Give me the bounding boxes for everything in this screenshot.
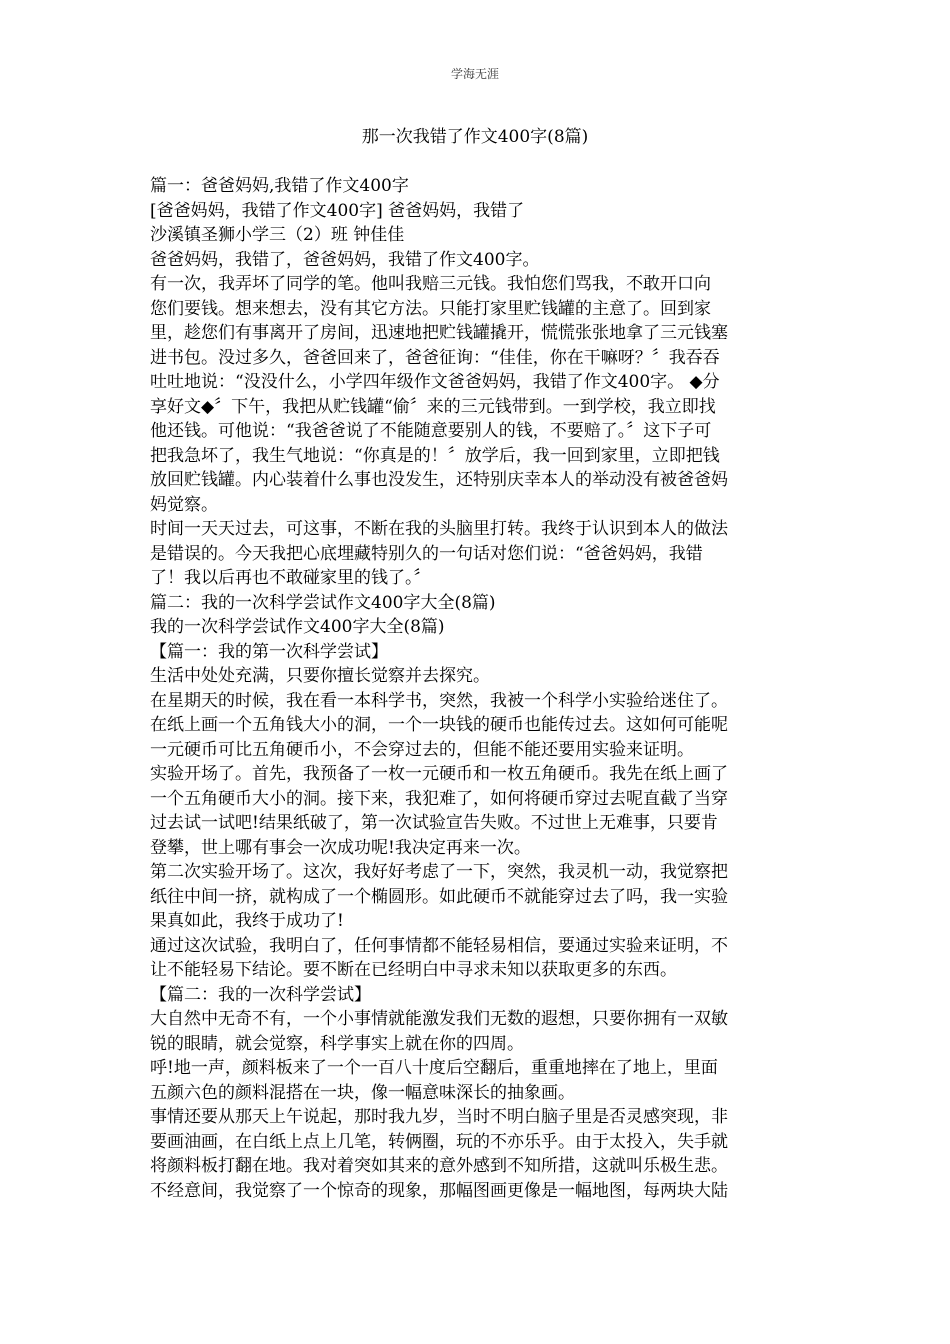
text-line: 妈觉察。	[150, 494, 218, 515]
text-line: 锐的眼睛，就会觉察，科学事实上就在你的四周。	[150, 1033, 524, 1054]
document-title: 那一次我错了作文400字(8篇)	[361, 127, 589, 147]
text-line: 是错误的。今天我把心底埋藏特别久的一句话对您们说：“爸爸妈妈，我错	[150, 543, 703, 564]
page-header: 学海无涯	[450, 67, 499, 81]
text-line: 我的一次科学尝试作文400字大全(8篇)	[150, 617, 445, 637]
text-line: 爸爸妈妈，我错了，爸爸妈妈，我错了作文400字。	[150, 249, 540, 270]
text-line: 第二次实验开场了。这次，我好好考虑了一下，突然，我灵机一动，我觉察把	[150, 862, 728, 882]
text-line: 五颜六色的颜料混搭在一块，像一幅意味深长的抽象画。	[150, 1082, 575, 1103]
text-line: 享好文◆〞下午，我把从贮钱罐“偷〞来的三元钱带到。一到学校，我立即找	[150, 396, 716, 417]
text-line: 吐吐地说：“没没什么，小学四年级作文爸爸妈妈，我错了作文400字。 ◆分	[150, 372, 720, 392]
text-line: 纸往中间一挤，就构成了一个椭圆形。如此硬币不就能穿过去了吗，我一实验	[150, 886, 728, 907]
text-line: 您们要钱。想来想去，没有其它方法。只能打家里贮钱罐的主意了。回到家	[150, 298, 711, 319]
text-line: 沙溪镇圣狮小学三（2）班 钟佳佳	[150, 225, 405, 245]
text-line: 一个五角硬币大小的洞。接下来，我犯难了，如何将硬币穿过去呢直截了当穿	[150, 788, 728, 809]
text-line: 让不能轻易下结论。要不断在已经明白中寻求未知以获取更多的东西。	[150, 960, 677, 980]
text-line: 过去试一试吧!结果纸破了，第一次试验宣告失败。不过世上无难事，只要肯	[150, 813, 718, 833]
text-line: 把我急坏了，我生气地说：“你真是的！〞放学后，我一回到家里，立即把钱	[150, 445, 720, 466]
text-line: 进书包。没过多久，爸爸回来了，爸爸征询：“佳佳，你在干嘛呀？〞我吞吞	[150, 347, 720, 368]
text-line: 篇一：爸爸妈妈,我错了作文400字	[150, 176, 409, 196]
text-line: 事情还要从那天上午说起，那时我九岁，当时不明白脑子里是否灵感突现，非	[150, 1107, 728, 1127]
document-body	[150, 174, 802, 1203]
text-line: 在纸上画一个五角钱大小的洞，一个一块钱的硬币也能传过去。这如何可能呢	[150, 715, 728, 735]
text-line: 时间一天天过去，可这事，不断在我的头脑里打转。我终于认识到本人的做法	[150, 519, 728, 539]
text-line: 一元硬币可比五角硬币小，不会穿过去的，但能不能还要用实验来证明。	[150, 739, 694, 760]
text-line: 登攀，世上哪有事会一次成功呢!我决定再来一次。	[150, 837, 531, 858]
text-line: 他还钱。可他说：“我爸爸说了不能随意要别人的钱，不要赔了。〞这下子可	[150, 421, 712, 441]
text-line: 放回贮钱罐。内心装着什么事也没发生，还特别庆幸本人的举动没有被爸爸妈	[150, 470, 728, 490]
text-line: 实验开场了。首先，我预备了一枚一元硬币和一枚五角硬币。我先在纸上画了	[150, 764, 728, 784]
text-line: 篇二：我的一次科学尝试作文400字大全(8篇)	[150, 592, 496, 613]
text-line: 果真如此，我终于成功了!	[150, 911, 344, 931]
text-line: 通过这次试验，我明白了，任何事情都不能轻易相信，要通过实验来证明，不	[150, 935, 728, 956]
text-line: 将颜料板打翻在地。我对着突如其来的意外感到不知所措，这就叫乐极生悲。	[150, 1156, 728, 1176]
text-line: 里，趁您们有事离开了房间，迅速地把贮钱罐撬开，慌慌张张地拿了三元钱塞	[150, 323, 728, 343]
text-line: 大自然中无奇不有，一个小事情就能激发我们无数的遐想，只要你拥有一双敏	[150, 1009, 728, 1029]
text-line: [爸爸妈妈，我错了作文400字] 爸爸妈妈，我错了	[150, 200, 525, 221]
text-line: 要画油画，在白纸上点上几笔，转俩圈，玩的不亦乐乎。由于太投入，失手就	[150, 1131, 728, 1152]
text-line: 呼!地一声，颜料板来了一个一百八十度后空翻后，重重地摔在了地上，里面	[150, 1058, 718, 1078]
text-line: 了！我以后再也不敢碰家里的钱了。〞	[150, 568, 431, 588]
text-line: 【篇一：我的第一次科学尝试】	[150, 641, 388, 662]
text-line: 生活中处处充满，只要你擅长觉察并去探究。	[150, 666, 490, 686]
text-line: 不经意间，我觉察了一个惊奇的现象，那幅图画更像是一幅地图，每两块大陆	[150, 1180, 728, 1201]
text-line: 有一次，我弄坏了同学的笔。他叫我赔三元钱。我怕您们骂我，不敢开口向	[150, 274, 711, 294]
text-line: 在星期天的时候，我在看一本科学书，突然，我被一个科学小实验给迷住了。	[150, 690, 728, 711]
text-line: 【篇二：我的一次科学尝试】	[150, 984, 371, 1005]
